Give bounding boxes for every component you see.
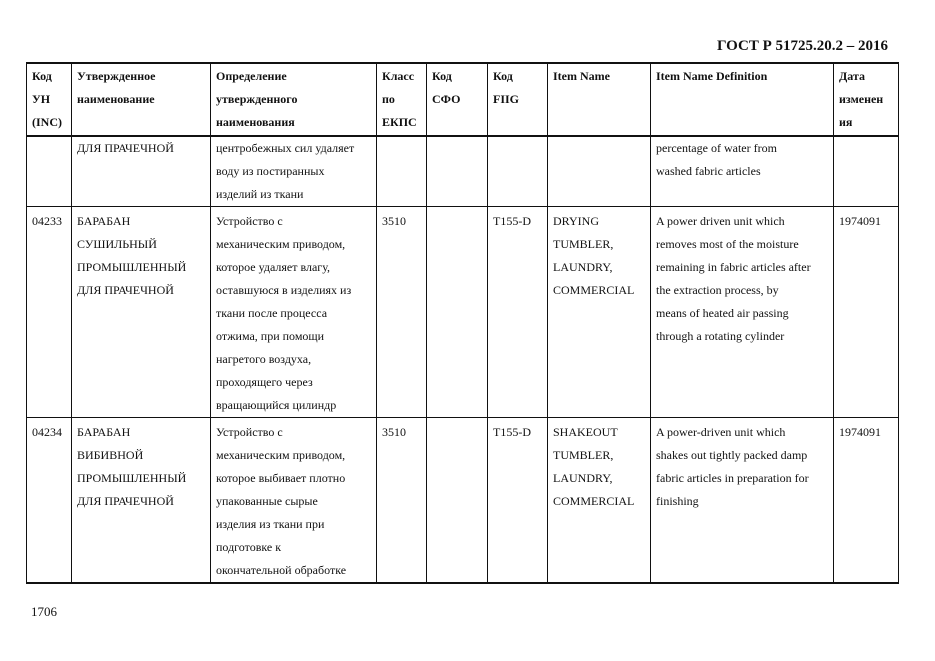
cell-definition: Устройство с механическим приводом, которое удаляет влагу, оставшуюся в изделиях из ткани после процесса отжима, при помощи нагретого воздуха, проходящего через вращающийся цилиндр	[211, 207, 377, 418]
table-row	[27, 207, 899, 418]
cell-sfo-code	[427, 418, 488, 584]
cell-ekps-class: 3510	[377, 418, 427, 584]
page-number: 1706	[31, 604, 57, 619]
cell-item-name-definition: A power driven unit which removes most of the moisture remaining in fabric articles after the extraction process, by means of heated air passing through a rotating cylinder	[651, 207, 834, 418]
cell-definition: центробежных сил удаляет воду из постиранных изделий из ткани	[211, 136, 377, 207]
cell-change-date	[834, 136, 899, 207]
header-sfo-code: Код СФО	[427, 63, 488, 136]
cell-fiig-code	[488, 136, 548, 207]
cell-definition: Устройство с механическим приводом, которое выбивает плотно упакованные сырые изделия из ткани при подготовке к окончательной обработке	[211, 418, 377, 584]
cell-item-name-definition: percentage of water from washed fabric articles	[651, 136, 834, 207]
document-title: ГОСТ Р 51725.20.2 – 2016	[716, 38, 888, 54]
header-inc: Код УН (INC)	[27, 63, 72, 136]
table-row	[27, 136, 899, 207]
cell-sfo-code	[427, 207, 488, 418]
catalog-table	[26, 62, 899, 584]
cell-ekps-class: 3510	[377, 207, 427, 418]
cell-item-name: SHAKEOUT TUMBLER, LAUNDRY, COMMERCIAL	[548, 418, 651, 584]
cell-approved-name: БАРАБАН ВИБИВНОЙ ПРОМЫШЛЕННЫЙ ДЛЯ ПРАЧЕЧНОЙ	[72, 418, 211, 584]
cell-inc	[27, 136, 72, 207]
table-row	[27, 418, 899, 584]
header-item-name: Item Name	[548, 63, 651, 136]
cell-item-name	[548, 136, 651, 207]
cell-item-name: DRYING TUMBLER, LAUNDRY, COMMERCIAL	[548, 207, 651, 418]
table-header	[27, 63, 899, 136]
header-item-name-definition: Item Name Definition	[651, 63, 834, 136]
header-ekps-class: Класс по ЕКПС	[377, 63, 427, 136]
cell-inc: 04234	[27, 418, 72, 584]
cell-change-date: 1974091	[834, 207, 899, 418]
header-change-date: Дата изменен ия	[834, 63, 899, 136]
header-approved-name: Утвержденное наименование	[72, 63, 211, 136]
cell-fiig-code: T155-D	[488, 418, 548, 584]
cell-inc: 04233	[27, 207, 72, 418]
cell-approved-name: БАРАБАН СУШИЛЬНЫЙ ПРОМЫШЛЕННЫЙ ДЛЯ ПРАЧЕЧНОЙ	[72, 207, 211, 418]
cell-sfo-code	[427, 136, 488, 207]
table-body	[27, 136, 899, 583]
cell-fiig-code: T155-D	[488, 207, 548, 418]
header-definition: Определение утвержденного наименования	[211, 63, 377, 136]
header-row	[27, 63, 899, 136]
cell-approved-name: ДЛЯ ПРАЧЕЧНОЙ	[72, 136, 211, 207]
cell-item-name-definition: A power-driven unit which shakes out tightly packed damp fabric articles in preparation for finishing	[651, 418, 834, 584]
cell-change-date: 1974091	[834, 418, 899, 584]
cell-ekps-class	[377, 136, 427, 207]
header-fiig-code: Код FIIG	[488, 63, 548, 136]
